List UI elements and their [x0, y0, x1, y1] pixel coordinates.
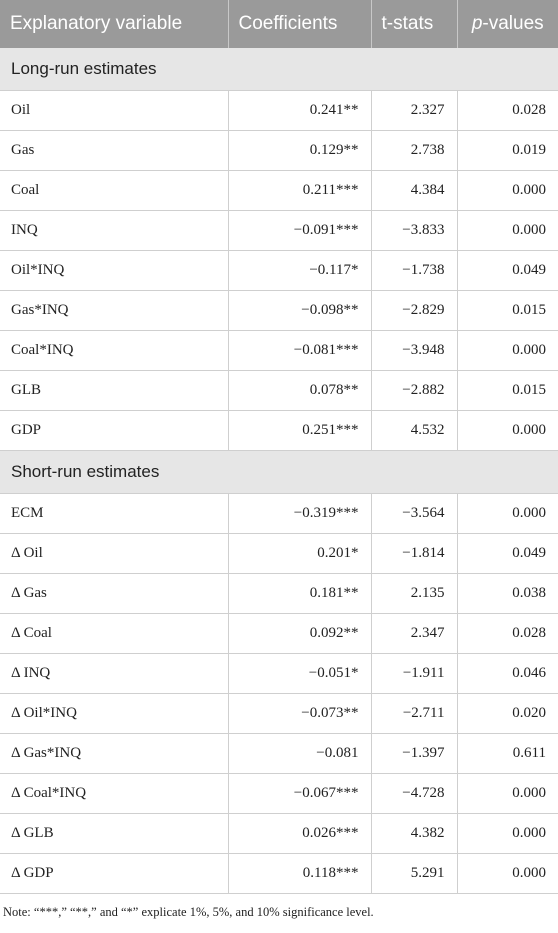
tstat-cell: −4.728 — [371, 774, 457, 814]
coefficient-cell: 0.118*** — [228, 854, 371, 894]
coefficient-cell: 0.026*** — [228, 814, 371, 854]
header-explanatory-variable: Explanatory variable — [0, 0, 228, 48]
tstat-cell: −1.814 — [371, 534, 457, 574]
variable-cell: Δ INQ — [0, 654, 228, 694]
coefficient-cell: 0.241** — [228, 91, 371, 131]
table-row — [0, 494, 558, 534]
section-row — [0, 48, 558, 91]
table-row — [0, 131, 558, 171]
coefficient-cell: −0.098** — [228, 291, 371, 331]
tstat-cell: 5.291 — [371, 854, 457, 894]
table-row — [0, 734, 558, 774]
variable-cell: Δ Gas — [0, 574, 228, 614]
pvalue-cell: 0.049 — [457, 251, 558, 291]
variable-cell: Oil — [0, 91, 228, 131]
coefficient-cell: −0.319*** — [228, 494, 371, 534]
pvalue-cell: 0.028 — [457, 91, 558, 131]
coefficient-cell: −0.051* — [228, 654, 371, 694]
variable-cell: GLB — [0, 371, 228, 411]
pvalue-cell: 0.049 — [457, 534, 558, 574]
variable-cell: Δ Oil*INQ — [0, 694, 228, 734]
variable-cell: Gas — [0, 131, 228, 171]
pvalue-cell: 0.000 — [457, 411, 558, 451]
table-row — [0, 774, 558, 814]
coefficient-cell: 0.092** — [228, 614, 371, 654]
variable-cell: Coal*INQ — [0, 331, 228, 371]
tstat-cell: −3.564 — [371, 494, 457, 534]
tstat-cell: 4.532 — [371, 411, 457, 451]
section-title: Long-run estimates — [0, 48, 558, 91]
pvalue-cell: 0.015 — [457, 291, 558, 331]
pvalue-cell: 0.000 — [457, 494, 558, 534]
table-row — [0, 171, 558, 211]
tstat-cell: −2.882 — [371, 371, 457, 411]
tstat-cell: −3.948 — [371, 331, 457, 371]
tstat-cell: 2.135 — [371, 574, 457, 614]
table-row — [0, 814, 558, 854]
coefficient-cell: −0.081*** — [228, 331, 371, 371]
variable-cell: GDP — [0, 411, 228, 451]
coefficient-cell: 0.181** — [228, 574, 371, 614]
table-row — [0, 614, 558, 654]
variable-cell: Δ Oil — [0, 534, 228, 574]
pvalue-cell: 0.038 — [457, 574, 558, 614]
table-row — [0, 654, 558, 694]
tstat-cell: −1.397 — [371, 734, 457, 774]
tstat-cell: 4.384 — [371, 171, 457, 211]
pvalue-cell: 0.046 — [457, 654, 558, 694]
header-p-values — [457, 0, 558, 48]
variable-cell: Δ Coal*INQ — [0, 774, 228, 814]
coefficient-cell: −0.067*** — [228, 774, 371, 814]
coefficient-cell: −0.091*** — [228, 211, 371, 251]
variable-cell: Oil*INQ — [0, 251, 228, 291]
tstat-cell: 4.382 — [371, 814, 457, 854]
pvalue-cell: 0.000 — [457, 854, 558, 894]
section-title: Short-run estimates — [0, 451, 558, 494]
coefficient-cell: 0.129** — [228, 131, 371, 171]
header-p-rest: -values — [482, 13, 544, 34]
header-t-stats: t-stats — [371, 0, 457, 48]
table-row — [0, 331, 558, 371]
variable-cell: Δ GLB — [0, 814, 228, 854]
tstat-cell: −2.829 — [371, 291, 457, 331]
table-row — [0, 371, 558, 411]
coefficient-cell: 0.251*** — [228, 411, 371, 451]
variable-cell: ECM — [0, 494, 228, 534]
table-row — [0, 291, 558, 331]
pvalue-cell: 0.020 — [457, 694, 558, 734]
pvalue-cell: 0.000 — [457, 814, 558, 854]
tstat-cell: −2.711 — [371, 694, 457, 734]
tstat-cell: −3.833 — [371, 211, 457, 251]
table-row — [0, 574, 558, 614]
tstat-cell: −1.911 — [371, 654, 457, 694]
pvalue-cell: 0.015 — [457, 371, 558, 411]
table-row — [0, 411, 558, 451]
pvalue-cell: 0.000 — [457, 774, 558, 814]
table-row — [0, 694, 558, 734]
pvalue-cell: 0.000 — [457, 171, 558, 211]
coefficient-cell: 0.201* — [228, 534, 371, 574]
pvalue-cell: 0.611 — [457, 734, 558, 774]
section-row — [0, 451, 558, 494]
header-row — [0, 0, 558, 48]
table-row — [0, 91, 558, 131]
tstat-cell: 2.738 — [371, 131, 457, 171]
tstat-cell: 2.327 — [371, 91, 457, 131]
coefficient-cell: −0.117* — [228, 251, 371, 291]
variable-cell: Gas*INQ — [0, 291, 228, 331]
coefficient-cell: 0.078** — [228, 371, 371, 411]
table-row — [0, 251, 558, 291]
pvalue-cell: 0.000 — [457, 211, 558, 251]
pvalue-cell: 0.000 — [457, 331, 558, 371]
variable-cell: INQ — [0, 211, 228, 251]
variable-cell: Δ GDP — [0, 854, 228, 894]
table-row — [0, 534, 558, 574]
pvalue-cell: 0.019 — [457, 131, 558, 171]
header-p-italic: p — [471, 13, 483, 34]
table-note: Note: “***,” “**,” and “*” explicate 1%, 5%, and 10% significance level. — [3, 905, 374, 919]
table-row — [0, 211, 558, 251]
tstat-cell: −1.738 — [371, 251, 457, 291]
coefficient-cell: 0.211*** — [228, 171, 371, 211]
table-row — [0, 854, 558, 894]
pvalue-cell: 0.028 — [457, 614, 558, 654]
variable-cell: Δ Coal — [0, 614, 228, 654]
variable-cell: Δ Gas*INQ — [0, 734, 228, 774]
tstat-cell: 2.347 — [371, 614, 457, 654]
header-coefficients: Coefficients — [228, 0, 371, 48]
variable-cell: Coal — [0, 171, 228, 211]
coefficient-cell: −0.073** — [228, 694, 371, 734]
coefficient-cell: −0.081 — [228, 734, 371, 774]
